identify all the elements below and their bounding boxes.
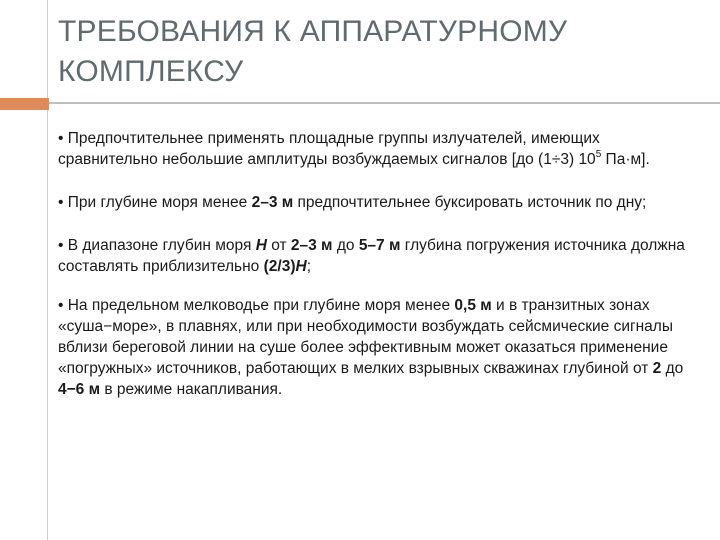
- accent-bar: [0, 98, 49, 110]
- bullet-4: • На предельном мелководье при глубине моря менее 0,5 м и в транзитных зонах «суша−море», в плавнях, или при необходимости возбуждать сейсмические сигналы вблизи береговой линии на суше более эффективным может оказаться применение «погружных» источников, работающих в мелких взрывных скважинах глубиной от 2 до 4−6 м в режиме накапливания.: [58, 297, 684, 398]
- left-vertical-rule: [47, 0, 48, 540]
- title-line-1: ТРЕБОВАНИЯ К АППАРАТУРНОМУ: [58, 15, 568, 48]
- bullet-3: • В диапазоне глубин моря Н от 2–3 м до 5–7 м глубина погружения источника должна составлять приблизительно (2/3)Н;: [58, 237, 685, 275]
- bullet-1: • Предпочтительнее применять площадные группы излучателей, имеющих сравнительно небольшие амплитуды возбуждаемых сигналов [до (1÷3) $10^5$ Па·м].: [58, 130, 650, 168]
- slide-title: [58, 12, 698, 92]
- title-line-2: КОМПЛЕКСУ: [58, 55, 244, 88]
- bullet-2: • При глубине моря менее 2–3 м предпочтительнее буксировать источник по дну;: [58, 194, 647, 211]
- title-divider: [49, 102, 720, 104]
- slide-body: [58, 128, 703, 422]
